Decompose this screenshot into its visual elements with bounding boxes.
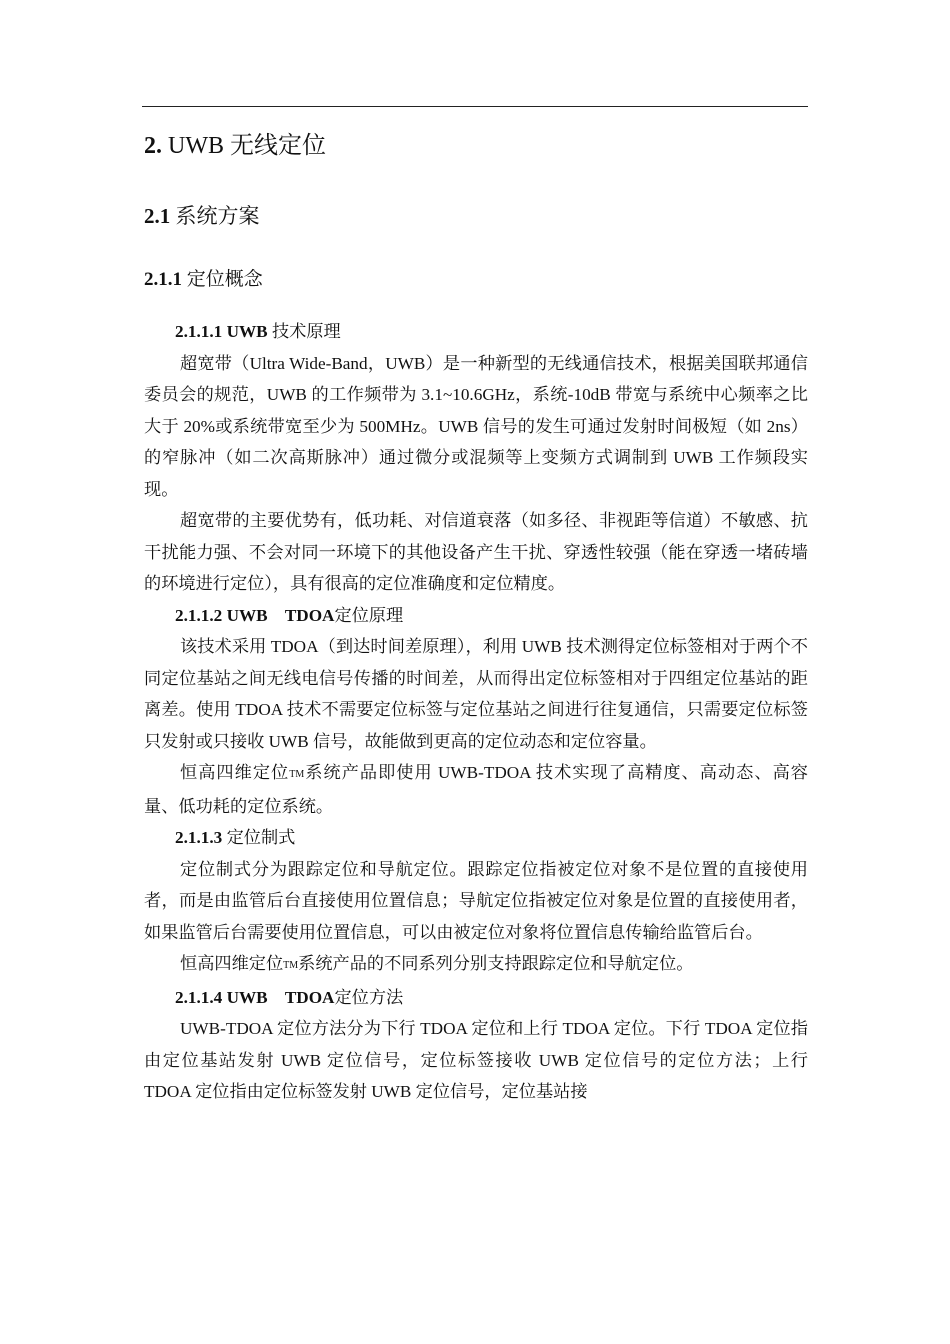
paragraph-product-tdoa (144, 757, 808, 822)
heading-positioning-modes (144, 822, 808, 854)
paragraph-tdoa-methods: UWB-TDOA 定位方法分为下行 TDOA 定位和上行 TDOA 定位。下行 TDOA 定位指由定位基站发射 UWB 定位信号，定位标签接收 UWB 定位信号的定位方法；上行 TDOA 定位指由定位标签发射 UWB 定位信号，定位基站接 (144, 1019, 808, 1101)
product-name: 恒高四维定位 (180, 763, 290, 782)
header-rule (142, 106, 808, 107)
heading-tdoa-principle-title: 定位原理 (334, 605, 404, 625)
heading-tdoa-principle-number: 2.1.1.2 UWB TDOA (175, 605, 335, 625)
heading-tdoa-methods-title: 定位方法 (334, 987, 404, 1007)
heading-positioning-modes-title: 定位制式 (226, 828, 296, 847)
body-text (144, 316, 808, 1108)
heading-tdoa-principle (144, 600, 808, 632)
section-heading (144, 128, 326, 164)
product-modes-description: 系统产品的不同系列分别支持跟踪定位和导航定位。 (298, 954, 694, 973)
subsection-title: 系统方案 (175, 204, 260, 228)
heading-tdoa-methods (144, 982, 808, 1014)
heading-uwb-principle (144, 316, 808, 348)
subsection-number: 2.1 (144, 204, 171, 228)
heading-uwb-principle-number: 2.1.1.1 UWB (175, 322, 268, 341)
paragraph-uwb-advantages: 超宽带的主要优势有，低功耗、对信道衰落（如多径、非视距等信道）不敏感、抗干扰能力强、不会对同一环境下的其他设备产生干扰、穿透性较强（能在穿透一堵砖墙的环境进行定位），具有很高的定位准确度和定位精度。 (144, 511, 808, 593)
subsubsection-title: 定位概念 (186, 269, 263, 290)
heading-uwb-principle-title: 技术原理 (271, 322, 341, 341)
section-title: UWB 无线定位 (168, 133, 326, 159)
paragraph-positioning-modes: 定位制式分为跟踪定位和导航定位。跟踪定位指被定位对象不是位置的直接使用者，而是由监管后台直接使用位置信息；导航定位指被定位对象是位置的直接使用者，如果监管后台需要使用位置信息，可以由被定位对象将位置信息传输给监管后台。 (144, 859, 808, 942)
trademark-mark-2: TM (283, 960, 299, 971)
heading-tdoa-methods-number: 2.1.1.4 UWB TDOA (175, 987, 335, 1007)
trademark-mark: TM (289, 769, 305, 780)
heading-positioning-modes-number: 2.1.1.3 (175, 828, 223, 847)
paragraph-product-modes (144, 948, 808, 982)
paragraph-tdoa-technique: 该技术采用 TDOA（到达时间差原理），利用 UWB 技术测得定位标签相对于两个不同定位基站之间无线电信号传播的时间差，从而得出定位标签相对于四组定位基站的距离差。使用 TDOA 技术不需要定位标签与定位基站之间进行往复通信，只需要定位标签只发射或只接收 UWB 信号，故能做到更高的定位动态和定位容量。 (144, 637, 808, 751)
product-description: 系统产品即使用 UWB-TDOA 技术实现了高精度、高动态、高容量、低功耗的定位系统。 (144, 763, 808, 816)
subsubsection-heading (144, 265, 263, 295)
paragraph-uwb-definition: 超宽带（Ultra Wide-Band，UWB）是一种新型的无线通信技术，根据美国联邦通信委员会的规范，UWB 的工作频带为 3.1~10.6GHz，系统-10dB 带宽与系统中心频率之比大于 20%或系统带宽至少为 500MHz。UWB 信号的发生可通过发射时间极短（如 2ns）的窄脉冲（如二次高斯脉冲）通过微分或混频等上变频方式调制到 UWB 工作频段实现。 (144, 353, 808, 499)
subsubsection-number: 2.1.1 (144, 269, 182, 290)
subsection-heading (144, 200, 260, 232)
product-name-2: 恒高四维定位 (180, 954, 284, 973)
section-number: 2. (144, 133, 162, 159)
